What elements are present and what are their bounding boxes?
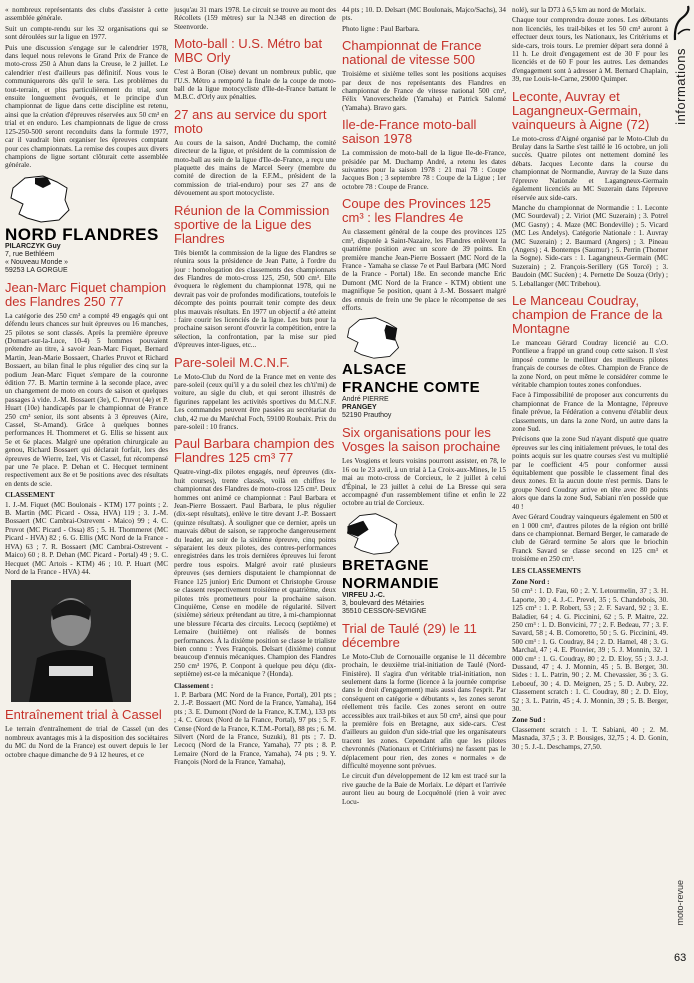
paragraph: Les Vosgiens et leurs voisins pourront assister, en 78, le 16 ou le 23 avril, à un trial à La Croix-aux-Mines, le 15 mai au moto-cross de Corcieux, le 2 juillet à celui d'Épinal, le 23 juillet à celui de La Bresse qui sera accompagné d'un rassemblement tifine et enfin le 22 octobre au trial de Corcieux. xyxy=(342,457,506,508)
address-line: 3, boulevard des Métairies xyxy=(342,599,425,607)
classement-list: Classement scratch : 1. T. Sabiani, 40 ; 2. M. Masnada, 37,5 ; 3. P. Bousiges, 32,75 ; 4. D. Gonin, 30 ; 5. J.-L. Deschamps, 27,50. xyxy=(512,725,668,751)
headline-pare-soleil: Pare-soleil M.C.N.F. xyxy=(174,354,290,370)
headline-vitesse-500: Championnat de France national de vitesse 500 xyxy=(342,38,482,68)
paragraph: Précisons que la zone Sud n'ayant disputé que quatre épreuves sur les cinq initialement prévues, le total des points acquis sur les quatre courses s'est vu multiplié par le coefficient 4/5 pour conformer aussi équitablement que possible le classement final des deux zones. Et la aucun doute n'est permis. Dans le groupe Nord Coudray arrive en tête avec 80 points alors que dans la zone Sud, Sabiani n'en possède que 40 ! xyxy=(512,435,668,511)
address-line: 52190 Prauthoy xyxy=(342,412,392,420)
rider-portrait-image xyxy=(11,580,131,702)
section-label: informations xyxy=(673,48,688,125)
results-list: Manche du championnat de Normandie : 1. Leconte (MC Sourdeval) ; 2. Viriot (MC Suzerain) ; 3. Potrel (MC Gasny) ; 4. Maze (MC Bondeville) ; 5. Vicard (MC Les Andelys). Catégorie Nationale : 1. Auvray (MC Suzerain) ; 2. Baumard (Angers) ; 3. Pineau (Angers) ; 4. Bontemps (Saumur) ; 5. Perrin (Thomer la Sogne). Side-cars : 1. Lagangneux-Germain (MC Suzerain) ; 2. François-Serillery (GS Torcé) ; 3. Baudoin (MC Sucéen) ; 4. Pernette De Souza (Orly) ; 5. Leballanger (MC Tribehou). xyxy=(512,203,668,288)
address-line: « Nouveau Monde » xyxy=(5,258,69,266)
paragraph: Suit un compte-rendu sur les 32 organisations qui se sont déroulées sur la ligue en 1977. xyxy=(5,24,168,42)
column-2 xyxy=(174,6,336,978)
address-line: 7, rue Bethléem xyxy=(5,250,55,258)
headline-reunion: Réunion de la Commission sportive de la Ligue des Flandres xyxy=(174,202,330,246)
column-1 xyxy=(5,6,168,978)
region-title: BRETAGNE xyxy=(342,556,430,574)
headline-cassel: Entraînement trial à Cassel xyxy=(5,707,162,723)
column-4 xyxy=(512,6,668,978)
address-line: 59253 LA GORGUE xyxy=(5,266,68,274)
paragraph: Le circuit d'un développement de 12 km est tracé sur la rive gauche de la Baie de Morlaix. Le départ et l'arrivée auront lieu au bourg de Locquénolé (rien à voir avec Locu- xyxy=(342,772,506,806)
rider-photo xyxy=(11,580,131,702)
france-map-icon xyxy=(342,512,404,556)
paragraph: 44 pts ; 10. D. Delsart (MC Boulonais, Majco/Sachs), 34 pts. xyxy=(342,6,506,23)
region-title: FRANCHE COMTE xyxy=(342,379,481,397)
right-sidebar xyxy=(670,0,694,983)
paragraph: Face à l'impossibilité de proposer aux concurrents du championnat de France de la Montagne, l'épreuve finale prévue, la Fédération a convenu d'établir deux classements, un dans la zone Nord, un autre dans la zone Sud. xyxy=(512,391,668,434)
headline-27-ans: 27 ans au service du sport moto xyxy=(174,106,327,136)
paragraph: Au classement général de la coupe des provinces 125 cm³, disputée à Saint-Nazaire, les Flandres enlèvent la quatrième position avec un score de 39 points. En première manche Jean-Pierre Bossaert (MC Nord de la France - Yamaha se classe 7e et Paul Barbara (MC Nord de la France - Portal) 18e. En seconde manche Eric Dumont (MC Nord de la France - KTM) obtient une magnifique 5e position, quant à J.-M. Bossaert malgré des ennuis de frein une 9e place le récompense de ses efforts. xyxy=(342,228,506,312)
region-header-bretagne xyxy=(342,512,506,616)
headline-fiquet: Jean-Marc Fiquet champion des Flandres 250 77 xyxy=(5,279,167,309)
region-contact-name: PILARCZYK Guy xyxy=(5,242,61,250)
paragraph: Très bientôt la commission de la ligue des Flandres se réunira sous la présidence de Jean Patte, à l'ordre du jour : homologation des classements des championnats des Flandres de moto-cross 125, 250, 500 cm³. Elle évoquera le règlement du championnat 1978, qui ne devrait pas voir de profondes modifications, toutefois le décompte des points pourrait tenir compte des deux plus mauvais résultats. En 1977 un objectif a été atteint : faire courir les licenciés de la ligue. Les buts pour la prochaine saison seront d'ouvrir la compétition, entre la sélection, la confrontation, par la mise sur pied d'épreuves inter-ligues, etc... xyxy=(174,248,336,350)
headline-moto-ball: Moto-ball : U.S. Métro bat MBC Orly xyxy=(174,36,323,66)
paragraph: La commission de moto-ball de la ligue Ile-de-France, présidée par M. Duchamp André, a retenu les dates suivantes pour la saison 1978 : 21 mai 78 : Coupe Jacques Bon ; 3 septembre 78 : Coupe de la Ligue ; 1er octobre 78 : Coupe de France. xyxy=(342,149,506,191)
headline-aigne: Leconte, Auvray et Lagangneux-Germain, vainqueurs à Aigne (72) xyxy=(512,88,650,132)
france-map-icon xyxy=(5,174,75,224)
paragraph: jusqu'au 31 mars 1978. Le circuit se trouve au mont des Récollets (159 mètres) sur la N.348 en direction de Steenvorde. xyxy=(174,6,336,31)
paragraph: Le Moto-Club de Cornouaille organise le 11 décembre prochain, le deuxième trial-initiation de Taulé (Nord-Finistère). Il s'agira d'un véritable trial-initiation, non seulement dans la forme (licence à la journée comprise dans le droit d'engagement) mais aussi dans l'esprit. Par conséquent en catégorie « débutants », les zones seront réellement très facile. Ces zones seront en outre accessibles aux trail-bikes et aux 50 cm³, ainsi que pour la première fois en Bretagne, aux side-cars. C'est d'ailleurs au guidon d'un side-trial que les organisateurs tracent les zones. Cependant afin que les pilotes chevronnés (Nationaux et Critériums) ne fassent pas le déplacement pour rien, des zones « normales » de difficulté moyenne sont prévues. xyxy=(342,652,506,771)
paragraph: Le manceau Gérard Coudray licencié au C.O. Pontlieue a frappé un grand coup cette saison. Il s'est imposé comme le meilleur des meilleurs pilotes français de courses de côtes. Champion de France de la zone Nord, on peut même le considérer comme le véritable champion toutes zones confondues. xyxy=(512,338,668,389)
photo-caption: Photo ligne : Paul Barbara. xyxy=(342,24,420,33)
region-contact-name: André PIERRE xyxy=(342,396,389,404)
classement-list: 50 cm³ : 1. D. Fau, 60 ; 2. Y. Letourmelin, 37 ; 3. H. Laporte, 30 ; 4. J.-C. Prevel, 35 ; 5. Chandebois, 30. 125 cm³ : 1. P. Robert, 53 ; 2. F. Savard, 92 ; 3. E. Baladier, 64 ; 4. G. Piccinini, 62 ; 5. P. Maitre, 22. 250 cm³ : 1. D. Bonvicini, 77 ; 2. F. Bedeau, 77 ; 3. F. Savard, 58 ; 4. B. Comoretto, 50 ; 5. G. Piccinini, 49. 500 cm³ : 1. G. Coudray, 84 ; 2. D. Hamel, 48 ; 3. G. Marchal, 47 ; 4. E. Plouvier, 39 ; 5. J. Monnin, 32. 1 000 cm³ : 1. G. Coudray, 80 ; 2. D. Eloy, 55 ; 3. J.-J. Dussaud, 47 ; 4. J. Monnin, 45 ; 5. B. Berger, 30. Sides : 1. L. Patrin, 90 ; 2. M. Chevassier, 36 ; 3. G. Leboeuf, 30 ; 4. D. Meignen, 25 ; 5. D. Aubry, 22. Classement scratch : 1. C. Coudray, 80 ; 2. D. Eloy, 52 ; 3. L. Patrin, 45 ; 4. J. Monnin, 39 ; 5. B. Berger, 30. xyxy=(512,587,668,714)
classement-heading: CLASSEMENT xyxy=(5,491,55,500)
region-address xyxy=(342,396,506,420)
paragraph: Au cours de la saison, André Duchamp, the comité directeur de la ligue, et président de la commission de moto-ball au sein de la ligue d'Ile-de-France, a reçu une plaquette des mains de Marcel Seery (membre du comité de direction de la F.F.M., président de la commission de trial-enduro) pour ses 27 ans de dévouement au sport motocycliste. xyxy=(174,138,336,198)
magazine-name: moto-revue xyxy=(675,880,685,926)
address-line: PRANGEY xyxy=(342,404,377,412)
paragraph: Troisième et sixième telles sont les positions acquises par deux de nos représentants des Flandres en championnat de France de vitesse national 500 cm³, Félix Vanoverschelde (Yamaha) et Patrick Salomé (Yamaha). Bravo gars. xyxy=(342,70,506,112)
paragraph: C'est à Boran (Oise) devant un nombreux public, que l'U.S. Métro a remporté la finale de la coupe de moto-ball de la ligue motocycliste d'Ile-de-France battant le M.B.C. d'Orly aux pénalties. xyxy=(174,68,336,102)
paragraph: Quatre-vingt-dix pilotes engagés, neuf épreuves (dix-huit courses), trente classés, voilà en chiffres le championnat des Flandres de moto-cross 125 cm³. Deux hommes ont animé ce championnat : Paul Barbara et Jean-Pierre Bossaert. Paul Barbara, le plus régulier (dix-sept résultats), enlève le titre devant J.-P. Bossaert (quinze résultats). À souligner que ce dernier, après un mauvais début de saison, se rapproche dangereusement du leader, au soir de la sixième épreuve, cinq points séparaient les deux pilotes, des contres-performances enregistrées dans les trois dernières épreuves lui feront perdre tous espoirs. Malgré avoir raté plusieurs épreuves (ses derniers disputaient le championnat de France 125 junior) Eric Dumont et Christophe Grouse se classent respectivement troisième et quatrième, deux pilotes très prometteurs pour la prochaine saison. Cinquième, Cense en modèle de régularité. Silvert (sixième) sérieux prétendant au titre, à mi-championnat une blessure l'écarta des circuits. Lecocq (septième) et Lemaire (huitième) ont réalisés de bonnes performances. À la dixième position se classe le trialiste bien connu : Yves François. Delsart (dixième) connut beaucoup d'ennuis mécaniques. Champion des Flandres 250 cm³ 1976, P. Conpont à quelque peu déçu (dix-septième) est-ce la mécanique ? (Honda). xyxy=(174,468,336,679)
headline-barbara: Paul Barbara champion des Flandres 125 cm³ 77 xyxy=(174,436,335,466)
zone-nord-heading: Zone Nord : xyxy=(512,577,550,586)
region-contact-name: VIRFEU J.-C. xyxy=(342,591,385,599)
paragraph: nolé), sur la D73 à 6,5 km au nord de Morlaix. xyxy=(512,6,646,14)
classements-heading: LES CLASSEMENTS xyxy=(512,566,581,575)
classement-heading: Classement : xyxy=(174,681,214,690)
headline-moto-ball-1978: Ile-de-France moto-ball saison 1978 xyxy=(342,117,477,147)
paragraph: Avec Gérard Coudray vainqueurs également en 500 et en 1 000 cm³, d'autres pilotes de la région ont brillé dans ce championnat. Bernard Berger, le camarade de club de Gérard termine 5e alors que le briochin Franck Savard se classe second en 125 cm³ et troisième en 250 cm³. xyxy=(512,513,668,564)
address-line: 35510 CESSON-SEVIGNE xyxy=(342,607,427,615)
region-address xyxy=(5,243,168,275)
region-title: NORMANDIE xyxy=(342,574,439,592)
moto-revue-logo-icon xyxy=(672,4,692,42)
region-title: NORD FLANDRES xyxy=(5,224,159,244)
paragraph: Le moto-cross d'Aigné organisé par le Moto-Club du Brulay dans la Sarthe s'est taillé le 16 octobre, un joli succès. Quatre pilotes ont nettement dominé les débats. Jacques Leconte dans la course du championnat de Normandie, Auvray de la Suze dans l'épreuve Nationale et Lagangneux-Germain également licenciés au MC Suzerain dans l'épreuve réservée aux side-cars. xyxy=(512,134,668,202)
paragraph: « nombreux représentants des clubs d'assister à cette assemblée générale. xyxy=(5,6,168,23)
region-title: ALSACE xyxy=(342,361,407,379)
paragraph: Puis une discussion s'engage sur le calendrier 1978, dans lequel nous relevons le Grand Prix de France de moto-cross 250 à Ahun dans la Creuse, le 2 juillet. Le calendrier n'est d'ailleurs pas définitif. Nous vous le communiquerons dès qu'il le sera. Les problèmes du tout-terrain, et plus particulièrement du trial, sont ensuite longuement évoqués, et le principe d'un championnat de ligue dans cette discipline est retenu, ainsi que la création d'épreuves réservées aux 50 cm³ en trial et en enduro. Les championnats de ligue de cross 125-250-500 seront reconduits dans la formule 1977, car il vaudrait bien organiser les épreuves comptant pour ces championnats. La remise des coupes aux divers champions de ligue sortant clôturait cette assemblée générale. xyxy=(5,43,168,170)
paragraph: La catégorie des 250 cm³ a compté 49 engagés qui ont défendu leurs chances sur huit épreuves ou 16 manches, 25 pilotes se sont classés. Après la première épreuve (Domart-sur-la-Luce, 10-4) 5 hommes pouvaient prétendre au titre, à savoir Jean-Marc Fiquet, Bernard Martin, Jean-Marie Bossaert, Charles Pruvot et Richard Bossaert, au bilan final le plus régulier des cinq sur la podium Jean-Marc Fiquet s'empare de la couronne édition 77. B. Martin termine à la seconde place, avec un changement de moto en cours de saison et quelques passages à vide. J.-M. Bossaert (3e), C. Pruvot (4e) et P. Huart (10e) handicapés par le championnat de France 250 cm³ senior, ils sont absents à 3 épreuves (Aire, Cassel, St-Amand). Grâce à quelques bonnes performances H. Thommeret et G. Ellis se hissent aux 5e et 6e places. Malgré une opération chirurgicale au genou, Richard Bossaert qui déclarait forfait, lors des épreuves de Wierre, Izel, Vis et Cassel, fut récompensé par une 7e place. P. Dehan et C. Hecquet terminent respectivement aux 8e et 9e positions avec des résultats en dents de scie. xyxy=(5,311,168,488)
paragraph: Le Moto-Club du Nord de la France met en vente des pare-soleil (ceux qui'il y a du soleil chez les ch'ti'mi) de voiture, au sigle du club, et qui seront illustrés de figurines rappelant les activités sportives du M.C.N.F. Les commandes peuvent être passées au secrétariat du club, 42 rue du Maréchal Foch, 59100 Roubaix. Prix du pare-soleil : 10 francs. xyxy=(174,372,336,431)
region-header-nord-flandres xyxy=(5,174,168,275)
classement-list: 1. P. Barbara (MC Nord de la France, Portal), 201 pts ; 2. J.-P. Bossaert (MC Nord de la France, Yamaha), 164 pts ; 3. E. Dumont (Nord de la France, K.T.M.), 133 pts ; 4. C. Groux (Nord de la France, Portal), 97 pts ; 5. F. Cense (Nord de la France, K.T.M.-Portal), 88 pts ; 6. M. Silvert (Nord de la France, Suzuki), 81 pts ; 7. D. Lecocq (Nord de la France, Yamaha), 77 pts ; 8. P. Lemaire (Nord de la France, Yamaha), 74 pts ; 9. Y. François (Nord de la France, Yamaha), xyxy=(174,690,336,767)
france-map-icon xyxy=(342,316,404,360)
headline-vosges: Six organisations pour les Vosges la saison prochaine xyxy=(342,425,501,455)
region-address xyxy=(342,592,506,616)
zone-sud-heading: Zone Sud : xyxy=(512,716,546,725)
page-number: 63 xyxy=(674,952,687,964)
headline-coudray: Le Manceau Coudray, champion de France de la Montagne xyxy=(512,292,663,336)
classement-list: 1. J.-M. Fiquet (MC Boulonais - KTM) 177 points ; 2. B. Martin (MC Picard - Ossa, HVA) 119 ; 3. J.-M. Bossaert (MC Cambrai-Ostrevent - Maico) 99 ; 4. C. Pruvot (MC Picard - Ossa) 85 ; 5. H. Thommeret (MC Picard - HVA) 82 ; 6. G. Ellis (MC Nord de la France - HVA) 63 ; 7. R. Bossaert (MC Cambrai-Ostrevent - Maico) 60 ; 8. P. Dehan (MC Picard - Portal) 49 ; 9. C. Hecquet (MC Artois - KTM) 46 ; 10. P. Huart (MC Nord de la France - HVA) 44. xyxy=(5,500,168,576)
paragraph: Chaque tour comprendra douze zones. Les débutants non licenciés, les trail-bikes et les 50 cm³ auront à effectuer deux tours, les Nationaux, les Critériums et side-cars, trois tours. Le premier départ sera donné à 11 h. Le droit d'engagement est de 30 F pour les licenciés et de 60 F pour les autres. Les demandes d'engagement sont à adresser à M. Bernard Chaplain, 39, rue Louis-le-Carne, 29000 Quimper. xyxy=(512,16,668,84)
column-3 xyxy=(342,6,506,978)
paragraph: Le terrain d'entraînement de trial de Cassel (un des nombreux avantages mis à la disposition des sociétaires du MC du Nord de la France) est ouvert depuis le 1er octobre chaque dimanche de 9 à 12 heures, et ce xyxy=(5,725,168,759)
region-header-alsace xyxy=(342,316,506,420)
headline-coupe-provinces: Coupe des Provinces 125 cm³ : les Flandres 4e xyxy=(342,196,491,226)
headline-taule: Trial de Taulé (29) le 11 décembre xyxy=(342,620,477,650)
